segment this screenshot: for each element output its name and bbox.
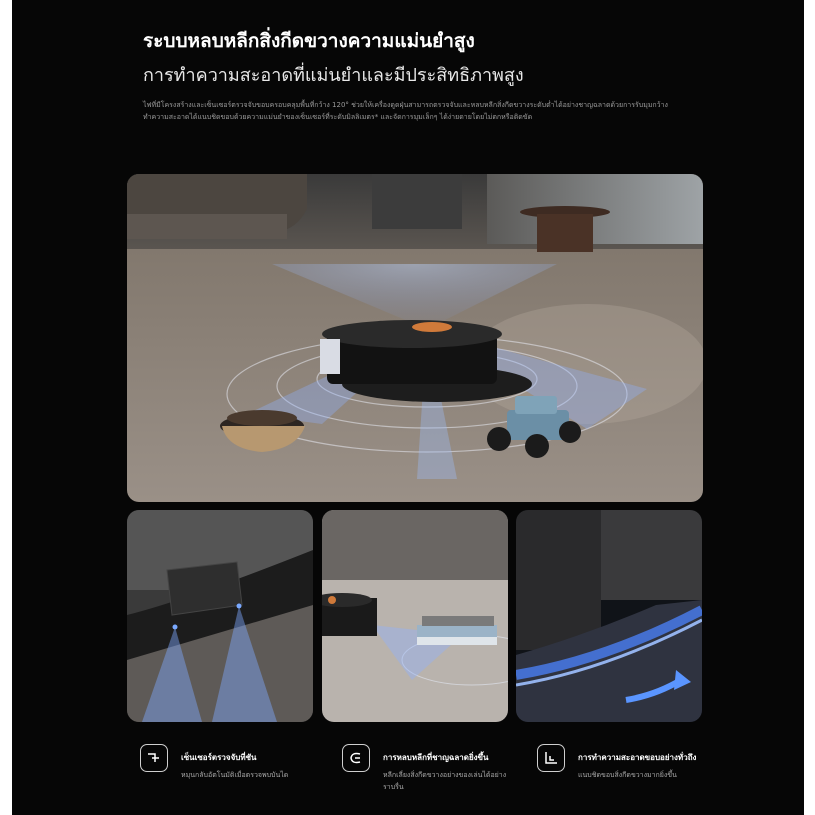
edge-sensor-image — [127, 510, 313, 722]
feature-description: หลีกเลี่ยงสิ่งกีดขวางอย่างของเล่นได้อย่างราบรื่น — [383, 771, 507, 791]
section-subtitle: การทำความสะอาดที่แม่นยำและมีประสิทธิภาพสูง — [143, 65, 524, 86]
section-title: ระบบหลบหลีกสิ่งกีดขวางความแม่นยำสูง — [143, 30, 475, 52]
feature-edge-clean — [524, 744, 710, 804]
edge-clean-icon — [537, 744, 565, 772]
robot-vacuum-scene-image — [127, 174, 703, 502]
feature-description: แนบชิดขอบสิ่งกีดขวางมากยิ่งขึ้น — [578, 771, 677, 779]
feature-title: การหลบหลีกที่ชาญฉลาดยิ่งขึ้น — [383, 753, 489, 762]
section-description: ไฟที่มีโครงสร้างและเซ็นเซอร์ตรวจจับขอบครอบคลุมพื้นที่กว้าง 120° ช่วยให้เครื่องดูดฝุ่นสามารถตรวจจับและหลบหลีกสิ่งกีดขวางระดับต่ำได้อย่างชาญฉลาดด้วยการรับมุมกว้าง ทำความสะอาดได้แนบชิดขอบด้วยความแม่นยำของเซ็นเซอร์ที่ระดับมิลลิเมตร* และจัดการมุมเล็กๆ ได้ง่ายดายโดยไม่ตกหรือติดขัด — [143, 101, 668, 121]
feature-edge-sensor — [127, 744, 313, 804]
avoidance-icon — [342, 744, 370, 772]
edge-cleaning-image — [516, 510, 702, 722]
edge-sensor-icon — [140, 744, 168, 772]
feature-description: หมุนกลับอัตโนมัติเมื่อตรวจพบบันได — [181, 771, 289, 779]
obstacle-avoidance-image — [322, 510, 508, 722]
feature-title: เซ็นเซอร์ตรวจจับที่ชัน — [181, 753, 257, 762]
feature-title: การทำความสะอาดขอบอย่างทั่วถึง — [578, 753, 697, 762]
feature-avoidance — [329, 744, 515, 804]
